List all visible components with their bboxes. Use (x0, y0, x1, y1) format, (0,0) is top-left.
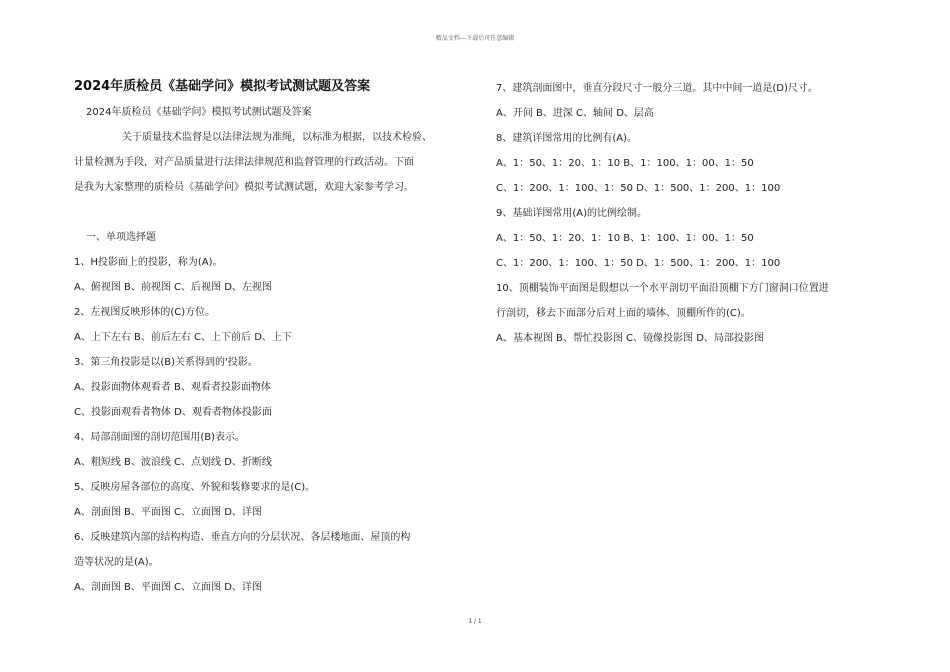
question-line: 6、反映建筑内部的结构构造、垂直方向的分层状况、各层楼地面、屋顶的构 (74, 532, 411, 543)
page-header-note: 精品文档---下载后可任意编辑 (435, 35, 515, 42)
document-title: 2024年质检员《基础学问》模拟考试测试题及答案 (74, 79, 371, 94)
spacer (74, 200, 459, 225)
answer-options-line: A、上下左右 B、前后左右 C、上下前后 D、上下 (74, 332, 292, 343)
question-line: 9、基础详图常用(A)的比例绘制。 (496, 208, 648, 219)
answer-options-line: A、粗短线 B、波浪线 C、点划线 D、折断线 (74, 457, 272, 468)
question-line: 5、反映房屋各部位的高度、外貌和装修要求的是(C)。 (74, 482, 316, 493)
answer-options-line: A、基本视图 B、帮忙投影图 C、镜像投影图 D、局部投影图 (496, 333, 764, 344)
answer-options-line: A、剖面图 B、平面图 C、立面图 D、详图 (74, 507, 262, 518)
question-line: 8、建筑详图常用的比例有(A)。 (496, 133, 638, 144)
answer-options-line: A、开间 B、进深 C、轴间 D、层高 (496, 108, 654, 119)
intro-line-2: 计量检测为手段，对产品质量进行法律法律规范和监督管理的行政活动。下面 (74, 157, 414, 168)
question-line: 4、局部剖面图的剖切范围用(B)表示。 (74, 432, 246, 443)
question-line-continued: 造等状况的是(A)。 (74, 557, 159, 568)
answer-options-line: C、1：200、1：100、1：50 D、1：500、1：200、1：100 (496, 183, 781, 194)
right-column (496, 76, 896, 351)
answer-options-line: A、俯视图 B、前视图 C、后视图 D、左视图 (74, 282, 272, 293)
question-line-continued: 行剖切，移去下面部分后对上面的墙体、顶棚所作的(C)。 (496, 308, 751, 319)
answer-options-line: C、1：200、1：100、1：50 D、1：500、1：200、1：100 (496, 258, 781, 269)
document-subtitle: 2024年质检员《基础学问》模拟考试测试题及答案 (86, 107, 312, 118)
answer-options-line: A、1：50、1：20、1：10 B、1：100、1：00、1：50 (496, 158, 754, 169)
section-title: 一、单项选择题 (86, 232, 156, 243)
question-line: 2、左视图反映形体的(C)方位。 (74, 307, 216, 318)
question-line: 1、H投影面上的投影，称为(A)。 (74, 257, 223, 268)
intro-line-3: 是我为大家整理的质检员《基础学问》模拟考试测试题，欢迎大家参考学习。 (74, 182, 414, 193)
intro-line-1: 关于质量技术监督是以法律法规为准绳，以标准为根据，以技术检验、 (122, 132, 432, 143)
answer-options-line: A、剖面图 B、平面图 C、立面图 D、详图 (74, 582, 262, 593)
page-number: 1 / 1 (468, 618, 482, 625)
question-line: 10、顶棚装饰平面图是假想以一个水平剖切平面沿顶棚下方门窗洞口位置进 (496, 283, 829, 294)
left-column (74, 76, 459, 600)
question-line: 7、建筑剖面图中，垂直分段尺寸一般分三道。其中中间一道是(D)尺寸。 (496, 83, 818, 94)
answer-options-line: A、1：50、1：20、1：10 B、1：100、1：00、1：50 (496, 233, 754, 244)
question-line: 3、第三角投影是以(B)关系得到的'投影。 (74, 357, 258, 368)
answer-options-line: C、投影面观看者物体 D、观看者物体投影面 (74, 407, 272, 418)
answer-options-line: A、投影面物体观看者 B、观看者投影面物体 (74, 382, 271, 393)
